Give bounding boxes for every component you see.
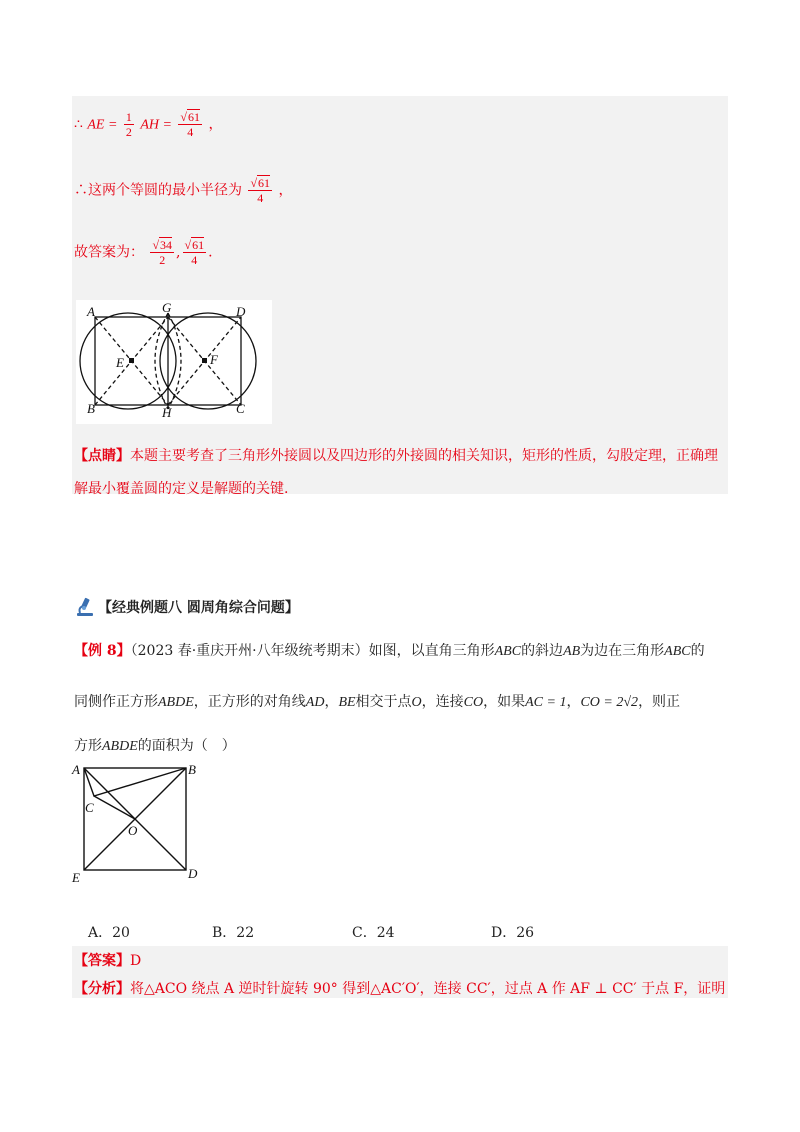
comment-text-2: 解最小覆盖圆的定义是解题的关键. (74, 481, 289, 497)
answer-tag: 【答案】 (74, 953, 130, 969)
fraction-sqrt61-over-4: $\frac{√61}{4}$ (184, 238, 205, 267)
label-c: C (236, 401, 245, 416)
analysis-line (74, 978, 725, 998)
analysis-tag: 【分析】 (74, 981, 130, 997)
option-c[interactable]: C．24 (352, 925, 395, 941)
label-d: D (188, 866, 198, 881)
therefore-symbol: ∴ (74, 116, 83, 133)
comment-line-1 (74, 445, 718, 465)
label-f: F (210, 352, 218, 367)
answer-text: 故答案为： (74, 244, 144, 261)
analysis-text: 将△ACO 绕点 A 逆时针旋转 90° 得到△AC′O′，连接 CC′，过点 A 作 AF ⊥ CC′ 于点 F，证明 (130, 981, 726, 997)
label-a: A (87, 304, 95, 319)
option-a[interactable]: A．20 (88, 925, 130, 941)
figure-square-abde (70, 758, 210, 886)
solution-line-3: 故答案为： $\frac{√34}{2}$ , $\frac{√61}{4}$ . (74, 238, 213, 267)
fraction-sqrt61-over-4: $\frac{√61}{4}$ (180, 110, 200, 139)
comment-text-1: 本题主要考查了三角形外接圆以及四边形的外接圆的相关知识，矩形的性质，勾股定理，正确理 (130, 448, 718, 464)
expr-ah: AH = (140, 117, 172, 133)
answer-value: D (130, 953, 142, 969)
label-b: B (188, 762, 196, 777)
fraction-half: $\frac{1}{2}$ (125, 110, 132, 139)
solution-line-2: ∴这两个等圆的最小半径为 $\frac{√61}{4}$ ， (74, 176, 293, 205)
solution-line-1: ∴ AE = $\frac{1}{2}$ AH = $\frac{√61}{4}$ ， (74, 110, 223, 139)
example-line-3: 方形ABDE的面积为（ ） (74, 738, 236, 754)
point-e (129, 358, 134, 363)
fraction-sqrt61-over-4: $\frac{√61}{4}$ (250, 176, 271, 205)
comment-line-2 (74, 478, 288, 498)
option-d[interactable]: D．26 (491, 925, 535, 941)
label-e: E (72, 870, 80, 885)
label-a: A (72, 762, 80, 777)
triangle-abc (84, 768, 186, 796)
label-c: C (85, 800, 94, 815)
label-b: B (87, 401, 95, 416)
label-d: D (236, 304, 246, 319)
min-radius-text: ∴这两个等圆的最小半径为 (74, 182, 242, 199)
label-o: O (128, 823, 138, 838)
option-b[interactable]: B．22 (212, 925, 255, 941)
solution-block (72, 96, 728, 494)
example-tag: 【例 8】 (74, 643, 131, 659)
comment-tag: 【点睛】 (74, 448, 130, 464)
expr-ae: AE = (87, 117, 118, 133)
section-title (74, 596, 299, 618)
fraction-sqrt34-over-2: $\frac{√34}{2}$ (152, 238, 173, 267)
point-f (202, 358, 207, 363)
example-line-2: 同侧作正方形ABDE，正方形的对角线AD，BE相交于点O，连接CO，如果AC = 1，CO = 2√2，则正 (74, 694, 681, 710)
label-g: G (162, 300, 172, 315)
label-h: H (162, 405, 172, 420)
section-title-text: 【经典例题八 圆周角综合问题】 (98, 600, 299, 616)
label-e: E (116, 355, 124, 370)
microscope-icon (74, 596, 96, 618)
answer-line (74, 950, 141, 970)
figure-two-circles (76, 300, 272, 424)
example-line-1: 【例 8】（2023 春·重庆开州·八年级统考期末）如图，以直角三角形ABC的斜边AB为边在三角形ABC的 (74, 643, 705, 659)
